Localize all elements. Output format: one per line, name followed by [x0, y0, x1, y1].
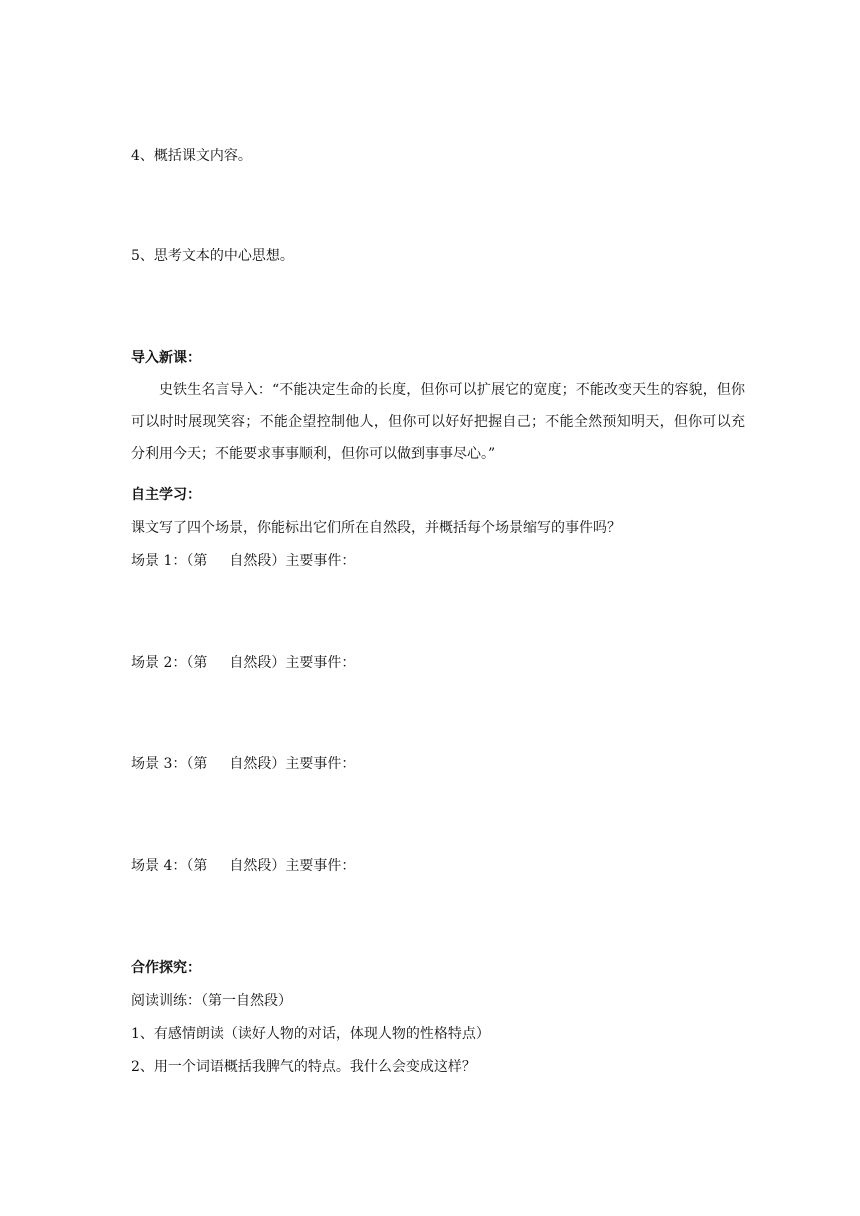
scene-4-suffix: 自然段）主要事件： — [229, 858, 356, 874]
scene-1-suffix: 自然段）主要事件： — [229, 553, 356, 569]
reading-training: 阅读训练：（第一自然段） — [131, 993, 292, 1009]
task-1: 1、有感情朗读（读好人物的对话，体现人物的性格特点） — [131, 1026, 490, 1042]
scene-4-prefix: 场景 4：（第 — [131, 858, 208, 874]
scene-3 — [131, 754, 355, 774]
item-5: 5、思考文本的中心思想。 — [131, 248, 294, 264]
scene-2 — [131, 653, 355, 673]
scene-2-prefix: 场景 2：（第 — [131, 655, 208, 671]
self-study-question: 课文写了四个场景，你能标出它们所在自然段，并概括每个场景缩写的事件吗？ — [131, 520, 621, 536]
scene-2-suffix: 自然段）主要事件： — [229, 655, 356, 671]
task-2: 2、用一个词语概括我脾气的特点。我什么会变成这样？ — [131, 1059, 476, 1075]
item-4: 4、概括课文内容。 — [131, 148, 252, 164]
scene-3-prefix: 场景 3：（第 — [131, 756, 208, 772]
cooperate-heading: 合作探究： — [131, 960, 201, 976]
scene-1-prefix: 场景 1：（第 — [131, 553, 208, 569]
scene-3-suffix: 自然段）主要事件： — [229, 756, 356, 772]
scene-4 — [131, 856, 355, 876]
self-study-heading: 自主学习： — [131, 487, 201, 503]
intro-heading: 导入新课： — [131, 350, 201, 366]
intro-paragraph: 史铁生名言导入：“不能决定生命的长度，但你可以扩展它的宽度；不能改变天生的容貌，但你可以时时展现笑容；不能企望控制他人，但你可以好好把握自己；不能全然预知明天，但你可以充分利用今天；不能要求事事顺利，但你可以做到事事尽心。” — [131, 382, 745, 462]
scene-1 — [131, 551, 355, 571]
